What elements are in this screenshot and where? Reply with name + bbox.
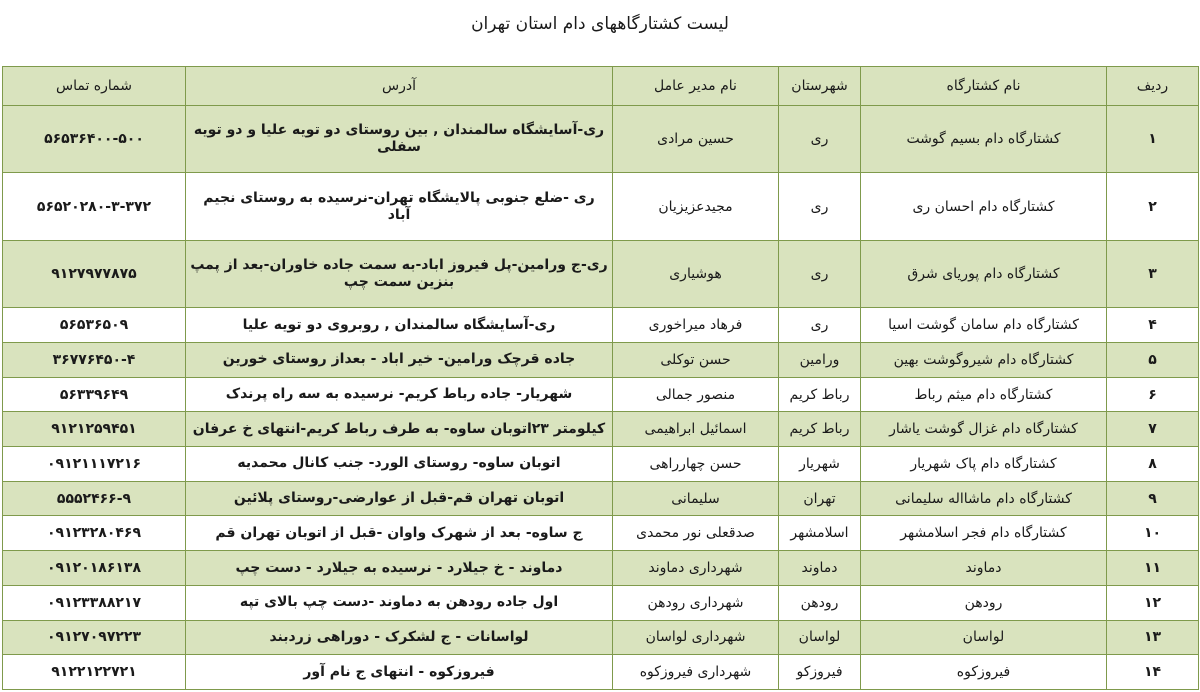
row-number-cell: ۲	[1107, 173, 1199, 240]
city-cell: فیروزکو	[779, 655, 861, 690]
header-address: آدرس	[186, 67, 613, 106]
row-number-cell: ۱۳	[1107, 620, 1199, 655]
city-cell: ری	[779, 106, 861, 173]
manager-cell: مجیدعزیزیان	[613, 173, 779, 240]
phone-cell: ۰۹۱۲۰۱۸۶۱۳۸	[3, 551, 186, 586]
table-row	[3, 481, 1199, 516]
table-header-row	[3, 67, 1199, 106]
slaughterhouse-name-cell: فیروزکوه	[861, 655, 1107, 690]
slaughterhouse-name-cell: کشتارگاه دام بسیم گوشت	[861, 106, 1107, 173]
address-cell: ری-ج ورامین-پل فیروز اباد-به سمت جاده خاوران-بعد از پمپ بنزین سمت چپ	[186, 240, 613, 307]
row-number-cell: ۱۱	[1107, 551, 1199, 586]
header-phone: شماره تماس	[3, 67, 186, 106]
manager-cell: سلیمانی	[613, 481, 779, 516]
address-cell: ری-آسایشگاه سالمندان , روبروی دو تویه علیا	[186, 308, 613, 343]
city-cell: لواسان	[779, 620, 861, 655]
address-cell: شهریار- جاده رباط کریم- نرسیده به سه راه پرندک	[186, 377, 613, 412]
table-row	[3, 240, 1199, 307]
city-cell: رودهن	[779, 585, 861, 620]
phone-cell: ۵۶۵۳۶۵۰۹	[3, 308, 186, 343]
slaughterhouse-name-cell: کشتارگاه دام سامان گوشت اسیا	[861, 308, 1107, 343]
city-cell: رباط کریم	[779, 412, 861, 447]
city-cell: دماوند	[779, 551, 861, 586]
phone-cell: ۰۹۱۲۱۱۱۷۲۱۶	[3, 447, 186, 482]
table-row	[3, 377, 1199, 412]
row-number-cell: ۹	[1107, 481, 1199, 516]
phone-cell: ۰۹۱۲۷۰۹۷۲۲۳	[3, 620, 186, 655]
address-cell: اتوبان تهران قم-قبل از عوارضی-روستای پلائین	[186, 481, 613, 516]
row-number-cell: ۵	[1107, 343, 1199, 378]
address-cell: دماوند - خ جیلارد - نرسیده به جیلارد - دست چپ	[186, 551, 613, 586]
manager-cell: شهرداری دماوند	[613, 551, 779, 586]
address-cell: ری-آسایشگاه سالمندان , بین روستای دو تویه علیا و دو تویه سفلی	[186, 106, 613, 173]
address-cell: کیلومتر ۲۳اتوبان ساوه- به طرف رباط کریم-انتهای خ عرفان	[186, 412, 613, 447]
table-row	[3, 655, 1199, 690]
table-row	[3, 173, 1199, 240]
address-cell: اتوبان ساوه- روستای الورد- جنب کانال محمدیه	[186, 447, 613, 482]
slaughterhouse-name-cell: کشتارگاه دام میثم رباط	[861, 377, 1107, 412]
row-number-cell: ۷	[1107, 412, 1199, 447]
row-number-cell: ۸	[1107, 447, 1199, 482]
slaughterhouse-name-cell: کشتارگاه دام غزال گوشت یاشار	[861, 412, 1107, 447]
address-cell: فیروزکوه - انتهای ج نام آور	[186, 655, 613, 690]
slaughterhouse-name-cell: رودهن	[861, 585, 1107, 620]
city-cell: ری	[779, 173, 861, 240]
table-row	[3, 412, 1199, 447]
table-row	[3, 516, 1199, 551]
row-number-cell: ۱	[1107, 106, 1199, 173]
city-cell: ورامین	[779, 343, 861, 378]
manager-cell: حسن چهارراهی	[613, 447, 779, 482]
address-cell: ری -ضلع جنوبی پالایشگاه تهران-نرسیده به روستای نجیم آباد	[186, 173, 613, 240]
manager-cell: شهرداری فیروزکوه	[613, 655, 779, 690]
city-cell: ری	[779, 308, 861, 343]
phone-cell: ۹۱۲۲۱۲۲۷۲۱	[3, 655, 186, 690]
table-row	[3, 585, 1199, 620]
slaughterhouse-name-cell: کشتارگاه دام پاک شهریار	[861, 447, 1107, 482]
table-row	[3, 106, 1199, 173]
header-city: شهرستان	[779, 67, 861, 106]
phone-cell: ۵۵۵۲۴۶۶-۹	[3, 481, 186, 516]
city-cell: تهران	[779, 481, 861, 516]
manager-cell: حسین مرادی	[613, 106, 779, 173]
city-cell: رباط کریم	[779, 377, 861, 412]
row-number-cell: ۱۰	[1107, 516, 1199, 551]
phone-cell: ۵۶۵۳۶۴۰۰-۵۰۰	[3, 106, 186, 173]
slaughterhouse-name-cell: کشتارگاه دام فجر اسلامشهر	[861, 516, 1107, 551]
table-row	[3, 447, 1199, 482]
manager-cell: منصور جمالی	[613, 377, 779, 412]
address-cell: ج ساوه- بعد از شهرک واوان -قبل از اتوبان تهران قم	[186, 516, 613, 551]
row-number-cell: ۴	[1107, 308, 1199, 343]
manager-cell: فرهاد میراخوری	[613, 308, 779, 343]
header-row-number: ردیف	[1107, 67, 1199, 106]
table-row	[3, 551, 1199, 586]
city-cell: شهریار	[779, 447, 861, 482]
slaughterhouse-table	[2, 66, 1199, 690]
address-cell: جاده قرچک ورامین- خیر اباد - بعداز روستای خورین	[186, 343, 613, 378]
phone-cell: ۳۶۷۷۶۴۵۰-۴	[3, 343, 186, 378]
phone-cell: ۹۱۲۷۹۷۷۸۷۵	[3, 240, 186, 307]
row-number-cell: ۶	[1107, 377, 1199, 412]
address-cell: لواسانات - ج لشکرک - دوراهی زردبند	[186, 620, 613, 655]
manager-cell: هوشیاری	[613, 240, 779, 307]
manager-cell: شهرداری لواسان	[613, 620, 779, 655]
manager-cell: حسن توکلی	[613, 343, 779, 378]
row-number-cell: ۱۲	[1107, 585, 1199, 620]
row-number-cell: ۱۴	[1107, 655, 1199, 690]
slaughterhouse-name-cell: لواسان	[861, 620, 1107, 655]
slaughterhouse-name-cell: کشتارگاه دام شیروگوشت بهین	[861, 343, 1107, 378]
city-cell: ری	[779, 240, 861, 307]
address-cell: اول جاده رودهن به دماوند -دست چپ بالای تپه	[186, 585, 613, 620]
row-number-cell: ۳	[1107, 240, 1199, 307]
manager-cell: شهرداری رودهن	[613, 585, 779, 620]
phone-cell: ۹۱۲۱۲۵۹۴۵۱	[3, 412, 186, 447]
manager-cell: اسمائیل ابراهیمی	[613, 412, 779, 447]
manager-cell: صدقعلی نور محمدی	[613, 516, 779, 551]
slaughterhouse-name-cell: کشتارگاه دام ماشااله سلیمانی	[861, 481, 1107, 516]
slaughterhouse-name-cell: دماوند	[861, 551, 1107, 586]
header-slaughterhouse-name: نام کشتارگاه	[861, 67, 1107, 106]
phone-cell: ۰۹۱۲۳۳۸۸۲۱۷	[3, 585, 186, 620]
table-row	[3, 343, 1199, 378]
phone-cell: ۰۹۱۲۳۲۸۰۴۶۹	[3, 516, 186, 551]
phone-cell: ۵۶۵۲۰۲۸۰-۳-۳۷۲	[3, 173, 186, 240]
page-title: لیست کشتارگاههای دام استان تهران	[471, 14, 729, 34]
phone-cell: ۵۶۳۳۹۶۴۹	[3, 377, 186, 412]
table-row	[3, 308, 1199, 343]
header-manager: نام مدیر عامل	[613, 67, 779, 106]
slaughterhouse-name-cell: کشتارگاه دام پوریای شرق	[861, 240, 1107, 307]
table-row	[3, 620, 1199, 655]
slaughterhouse-name-cell: کشتارگاه دام احسان ری	[861, 173, 1107, 240]
city-cell: اسلامشهر	[779, 516, 861, 551]
